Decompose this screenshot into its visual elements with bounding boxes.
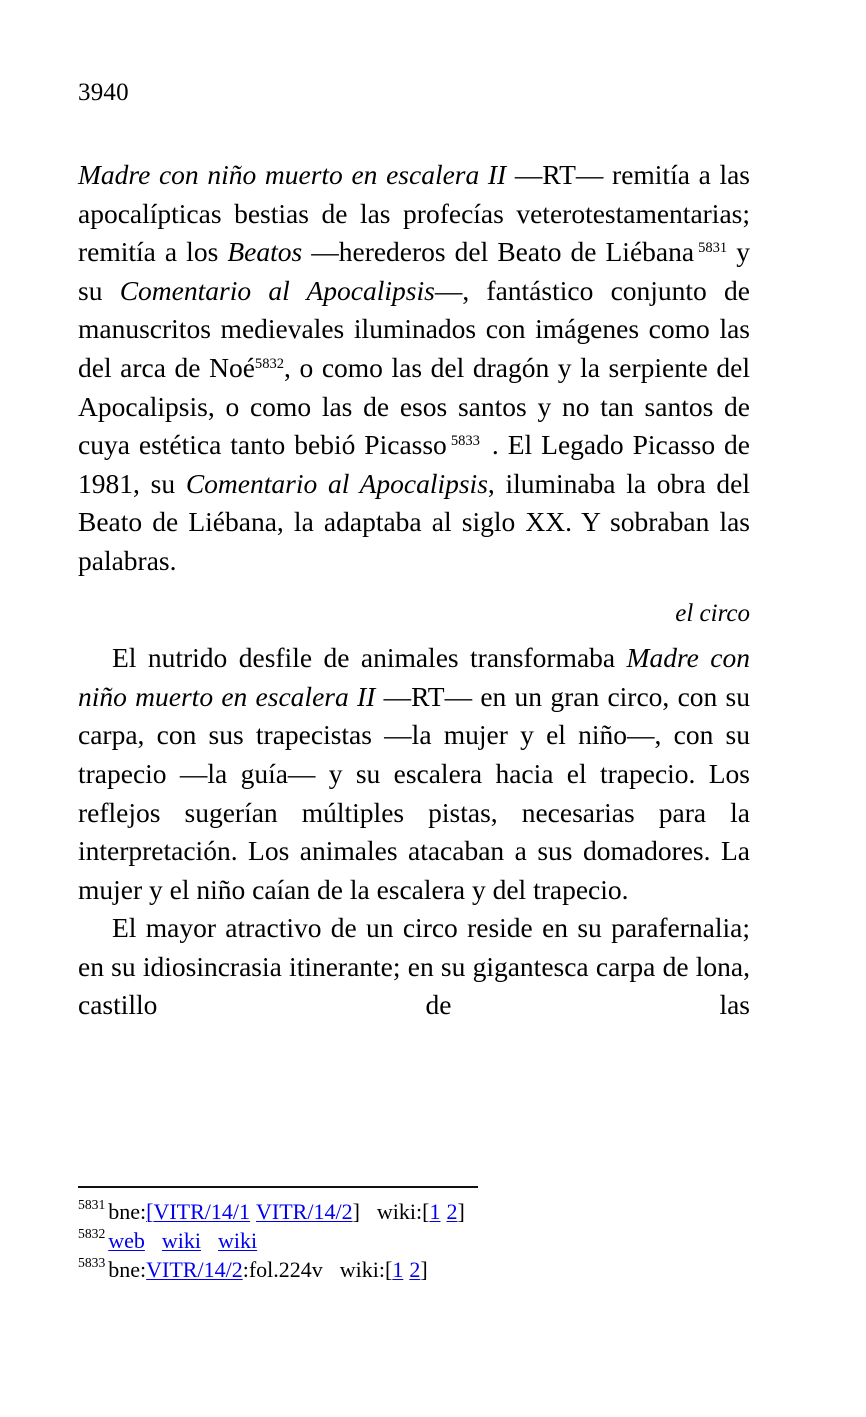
paragraph-beatos [78,156,750,581]
page-number: 3940 [78,79,129,106]
footnote-ref-5833[interactable]: 5833 [450,433,480,450]
footnote-5831-wiki-prefix: wiki:[ [376,1199,430,1224]
work-title-comentario-2: Comentario al Apocalipsis [185,467,488,499]
footnote-5833 [78,1255,750,1284]
work-title-madre-con-nino-1: Madre con niño muerto en escalera II [78,159,507,190]
footnote-5831-wiki-close: ] [457,1199,465,1224]
footnote-5831-close-bracket: ] [352,1199,360,1224]
paragraph-1-segment-3: y su [78,236,751,306]
footnote-5831 [78,1197,750,1226]
paragraph-1-segment-2: ―herederos del Beato de Liébana [302,236,695,268]
footnote-5832-link-wiki-1[interactable]: wiki [161,1228,202,1253]
paragraph-2-segment-1: El nutrido desfile de animales transformaba [112,642,627,674]
paragraph-1-segment-7: , iluminaba la obra del Beato de Liébana, la adaptaba al siglo XX. Y sobraban las palabras. [78,467,751,576]
footnote-number-5831: 5831 [78,1197,106,1213]
footnote-5833-wiki-link-2[interactable]: 2 [409,1257,421,1282]
footnote-5831-wiki-link-2[interactable]: 2 [446,1199,458,1224]
paragraph-1-segment-6: . El Legado Picasso de 1981, su [78,429,750,499]
footnote-5831-prefix: bne: [108,1199,147,1224]
footnote-5832-link-wiki-2[interactable]: wiki [218,1228,258,1253]
footnote-5831-wiki-link-1[interactable]: 1 [429,1199,441,1224]
footnote-5831-link-vitr-14-1[interactable]: VITR/14/1 [153,1199,251,1224]
paragraph-atractivo [78,909,750,1063]
footnote-5832-link-web[interactable]: web [108,1228,145,1253]
footnote-5832 [78,1226,750,1255]
footnote-5833-suffix: :fol.224v [242,1257,323,1282]
spacer-before-section-label [78,581,750,595]
work-title-madre-con-nino-2: Madre con niño muerto en escalera II [78,642,750,712]
footnote-number-5832: 5832 [78,1226,106,1242]
footnote-5833-prefix: bne: [108,1257,147,1282]
footnote-5833-wiki-close: ] [420,1257,428,1282]
footnote-5831-open-bracket[interactable]: [ [146,1199,154,1224]
footnote-number-5833: 5833 [78,1255,106,1271]
paragraph-1-segment-4: ―, fantástico conjunto de manuscritos medievales iluminados con imágenes como las del arca de Noé [78,274,751,383]
footnote-5833-wiki-prefix: wiki:[ [339,1257,393,1282]
work-title-comentario-1: Comentario al Apocalipsis [119,274,435,306]
paragraph-1-segment-1: ―RT― remitía a las apocalípticas bestias de las profecías veterotestamentarias; remitía a los [78,159,750,268]
footnote-separator-rule [78,1186,478,1188]
paragraph-1-segment-5: , o como las del dragón y la serpiente del Apocalipsis, o como las de esos santos y no tan santos de cuya estética tanto bebió Picasso [78,351,750,461]
paragraph-2-segment-2: ―RT― en un gran circo, con su carpa, con sus trapecistas ―la mujer y el niño―, con su trapecio ―la guía― y su escalera hacia el trapecio. Los reflejos sugerían múltiples pistas, necesarias para la interpretación. Los animales atacaban a sus domadores. La mujer y el niño caían de la escalera y del trapecio. [78,680,750,905]
section-label-el-circo: el circo [675,599,750,627]
footnote-area [78,1186,750,1284]
footnote-ref-5832[interactable]: 5832 [254,355,285,372]
paragraph-3-segment-1: El mayor atractivo de un circo reside en su parafernalia; en su idiosincrasia itinerante; en su gigantesca carpa de lona, castillo de las [78,912,750,1021]
footnote-5831-link-vitr-14-2[interactable]: VITR/14/2 [256,1199,353,1224]
footnote-5833-link-vitr-14-2[interactable]: VITR/14/2 [146,1257,243,1282]
work-title-beatos: Beatos [227,236,303,268]
paragraph-desfile [78,639,750,909]
footnote-5833-wiki-link-1[interactable]: 1 [392,1257,404,1282]
text-column [78,156,750,1064]
footnote-ref-5831[interactable]: 5831 [698,240,728,257]
